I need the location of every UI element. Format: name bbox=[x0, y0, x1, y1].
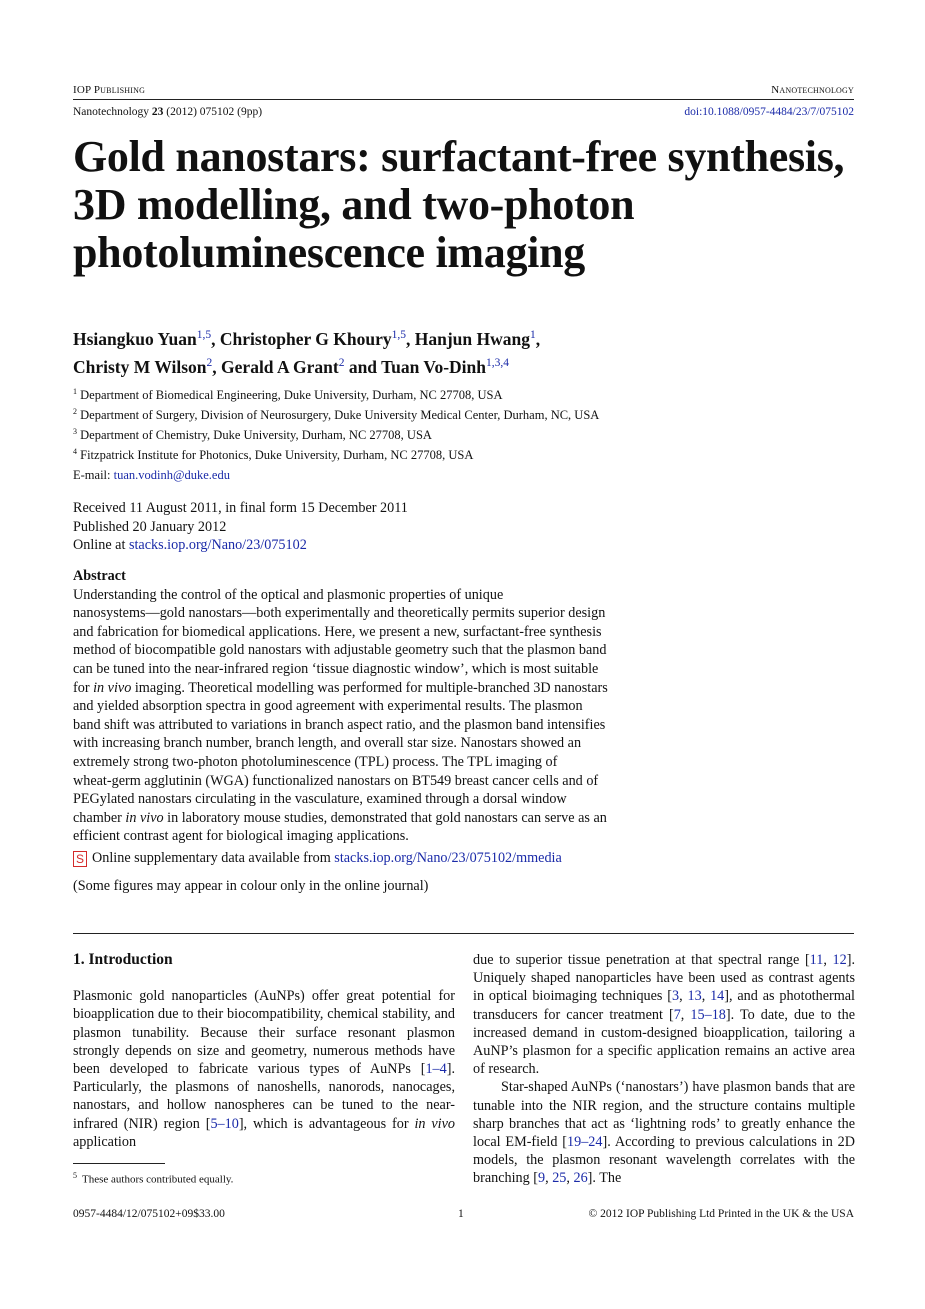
citation-link[interactable]: 13 bbox=[687, 988, 702, 1005]
citation: Nanotechnology 23 (2012) 075102 (9pp) bbox=[73, 106, 263, 118]
left-column bbox=[73, 951, 455, 1151]
author: Hanjun Hwang$^1$, bbox=[414, 328, 541, 349]
citation-link[interactable]: 11 bbox=[809, 952, 824, 968]
section-heading: 1. Introduction bbox=[73, 951, 173, 968]
citation-link[interactable]: 5–10 bbox=[210, 1115, 239, 1132]
affiliation: $^4$ Fitzpatrick Institute for Photonics, Duke University, Durham, NC 27708, USA bbox=[73, 446, 474, 463]
author: Tuan Vo-Dinh$^{1,3,4}$ bbox=[381, 356, 510, 377]
citation-link[interactable]: 7 bbox=[673, 1006, 681, 1023]
affiliation: $^2$ Department of Surgery, Division of Neurosurgery, Duke University Medical Center, Durham, NC, USA bbox=[73, 406, 600, 423]
citation-link[interactable]: 19–24 bbox=[567, 1134, 603, 1151]
author: Christopher G Khoury$^{1,5}$, bbox=[219, 328, 415, 349]
abstract bbox=[73, 567, 673, 846]
email-line: E-mail: tuan.vodinh@duke.edu bbox=[73, 468, 230, 482]
citation-link[interactable]: 14 bbox=[710, 988, 725, 1005]
header-rule bbox=[73, 99, 854, 100]
publication-dates bbox=[73, 499, 408, 555]
publisher-name: IOP Publishing bbox=[73, 84, 146, 96]
paper-title: Gold nanostars: surfactant-free synthesis, 3D modelling, and two-photon photoluminescence imaging bbox=[73, 132, 845, 277]
author-list bbox=[73, 323, 853, 379]
author: Christy M Wilson$^2$, bbox=[73, 356, 222, 377]
supplementary-link[interactable]: stacks.iop.org/Nano/23/075102/mmedia bbox=[334, 850, 562, 866]
paragraph: due to superior tissue penetration at that spectral range [11, 12]. Uniquely shaped nanoparticles have been used as contrast agents in optical bioimaging techniques [3, 13, 14], and as photothermal transducers for cancer treatment [7, 15–18]. To date, due to the increased demand in custom-designed bioapplication, tailoring a AuNP’s plasmon for a specific application remains an active area of research. bbox=[473, 952, 855, 1078]
affiliation: $^3$ Department of Chemistry, Duke University, Durham, NC 27708, USA bbox=[73, 426, 432, 443]
supplementary-icon[interactable]: S bbox=[73, 851, 87, 867]
citation-link[interactable]: 26 bbox=[573, 1170, 588, 1187]
abstract-line-invivo2: chamber in vivo in laboratory mouse studies, demonstrated that gold nanostars can serve as an bbox=[73, 809, 607, 826]
citation-link[interactable]: 12 bbox=[832, 952, 847, 968]
email-link[interactable]: tuan.vodinh@duke.edu bbox=[113, 468, 230, 482]
published-date: Published 20 January 2012 bbox=[73, 518, 227, 535]
colour-note: (Some figures may appear in colour only in the online journal) bbox=[73, 878, 429, 894]
footnote: $^5$ These authors contributed equally. bbox=[73, 1171, 234, 1186]
online-link[interactable]: stacks.iop.org/Nano/23/075102 bbox=[128, 537, 307, 554]
supplementary-line: S Online supplementary data available from stacks.iop.org/Nano/23/075102/mmedia bbox=[73, 850, 562, 867]
citation-link[interactable]: 1–4 bbox=[425, 1061, 447, 1078]
copyright: © 2012 IOP Publishing Ltd Printed in the UK & the USA bbox=[588, 1208, 854, 1220]
author: Gerald A Grant$^2$ and bbox=[221, 356, 382, 377]
issn: 0957-4484/12/075102+09$33.00 bbox=[73, 1208, 225, 1220]
citation-link[interactable]: 15–18 bbox=[690, 1006, 726, 1023]
citation-link[interactable]: 3 bbox=[672, 988, 680, 1005]
received-date: Received 11 August 2011, in final form 15 December 2011 bbox=[73, 500, 408, 516]
citation-link[interactable]: 25 bbox=[552, 1170, 567, 1187]
affiliations bbox=[73, 384, 853, 464]
doi-link[interactable]: doi:10.1088/0957-4484/23/7/075102 bbox=[684, 106, 854, 118]
page-number: 1 bbox=[458, 1208, 464, 1220]
online-line: Online at stacks.iop.org/Nano/23/075102 bbox=[73, 537, 307, 554]
affiliation: $^1$ Department of Biomedical Engineering, Duke University, Durham, NC 27708, USA bbox=[73, 387, 503, 403]
citation-link[interactable]: 9 bbox=[538, 1170, 546, 1187]
section-rule bbox=[73, 933, 854, 934]
intro-paragraph: Plasmonic gold nanoparticles (AuNPs) offer great potential for bioapplication due to their biocompatibility, chemical stability, and plasmon tunability. Because their surface resonant plasmon strongly depends on size and geometry, numerous methods have been developed to fabricate various types of AuNPs [1–4]. Particularly, the plasmons of nanoshells, nanorods, nanocages, nanostars, and hollow nanospheres can be tuned to the near-infrared (NIR) region [5–10], which is advantageous for in vivo application bbox=[73, 988, 455, 1150]
author: Hsiangkuo Yuan$^{1,5}$, bbox=[73, 328, 220, 349]
journal-name: Nanotechnology bbox=[771, 84, 854, 96]
abstract-heading: Abstract bbox=[73, 568, 126, 584]
abstract-line-invivo: for in vivo imaging. Theoretical modelling was performed for multiple-branched 3D nanostars bbox=[73, 679, 608, 696]
abstract-body: Understanding the control of the optical and plasmonic properties of unique nanosystems—gold nanostars—both experimentally and theoretically permits superior design and fabrication for biomedical applications. Here, we present a new, surfactant-free synthesis method of biocompatible gold nanostars with adjustable geometry such that the plasmon band can be tuned into the near-infrared region ‘tissue diagnostic window’, which is most suitable for in vivo imaging. Theoretical modelling was performed for multiple-branched 3D nanostars and yielded absorption spectra in good agreement with experimental results. The plasmon band shift was attributed to variations in branch aspect ratio, and the plasmon band intensifies with increasing branch number, branch length, and overall star size. Nanostars showed an extremely strong two-photon photoluminescence (TPL) process. The TPL imaging of wheat-germ agglutinin (WGA) functionalized nanostars on BT549 breast cancer cells and of PEGylated nanostars circulating in the vasculature, examined through a dorsal window chamber in vivo in laboratory mouse studies, demonstrated that gold nanostars can serve as an efficient contrast agent for biological imaging applications. bbox=[73, 586, 673, 846]
paragraph: Star-shaped AuNPs (‘nanostars’) have plasmon bands that are tunable into the NIR region, and the structure contains multiple sharp branches that act as ‘lightning rods’ to greatly enhance the local EM-field [19–24]. According to previous calculations in 2D models, the plasmon resonant wavelength correlates with the branching [9, 25, 26]. The bbox=[473, 1079, 855, 1187]
right-column bbox=[473, 951, 855, 1188]
footnote-rule bbox=[73, 1163, 165, 1164]
